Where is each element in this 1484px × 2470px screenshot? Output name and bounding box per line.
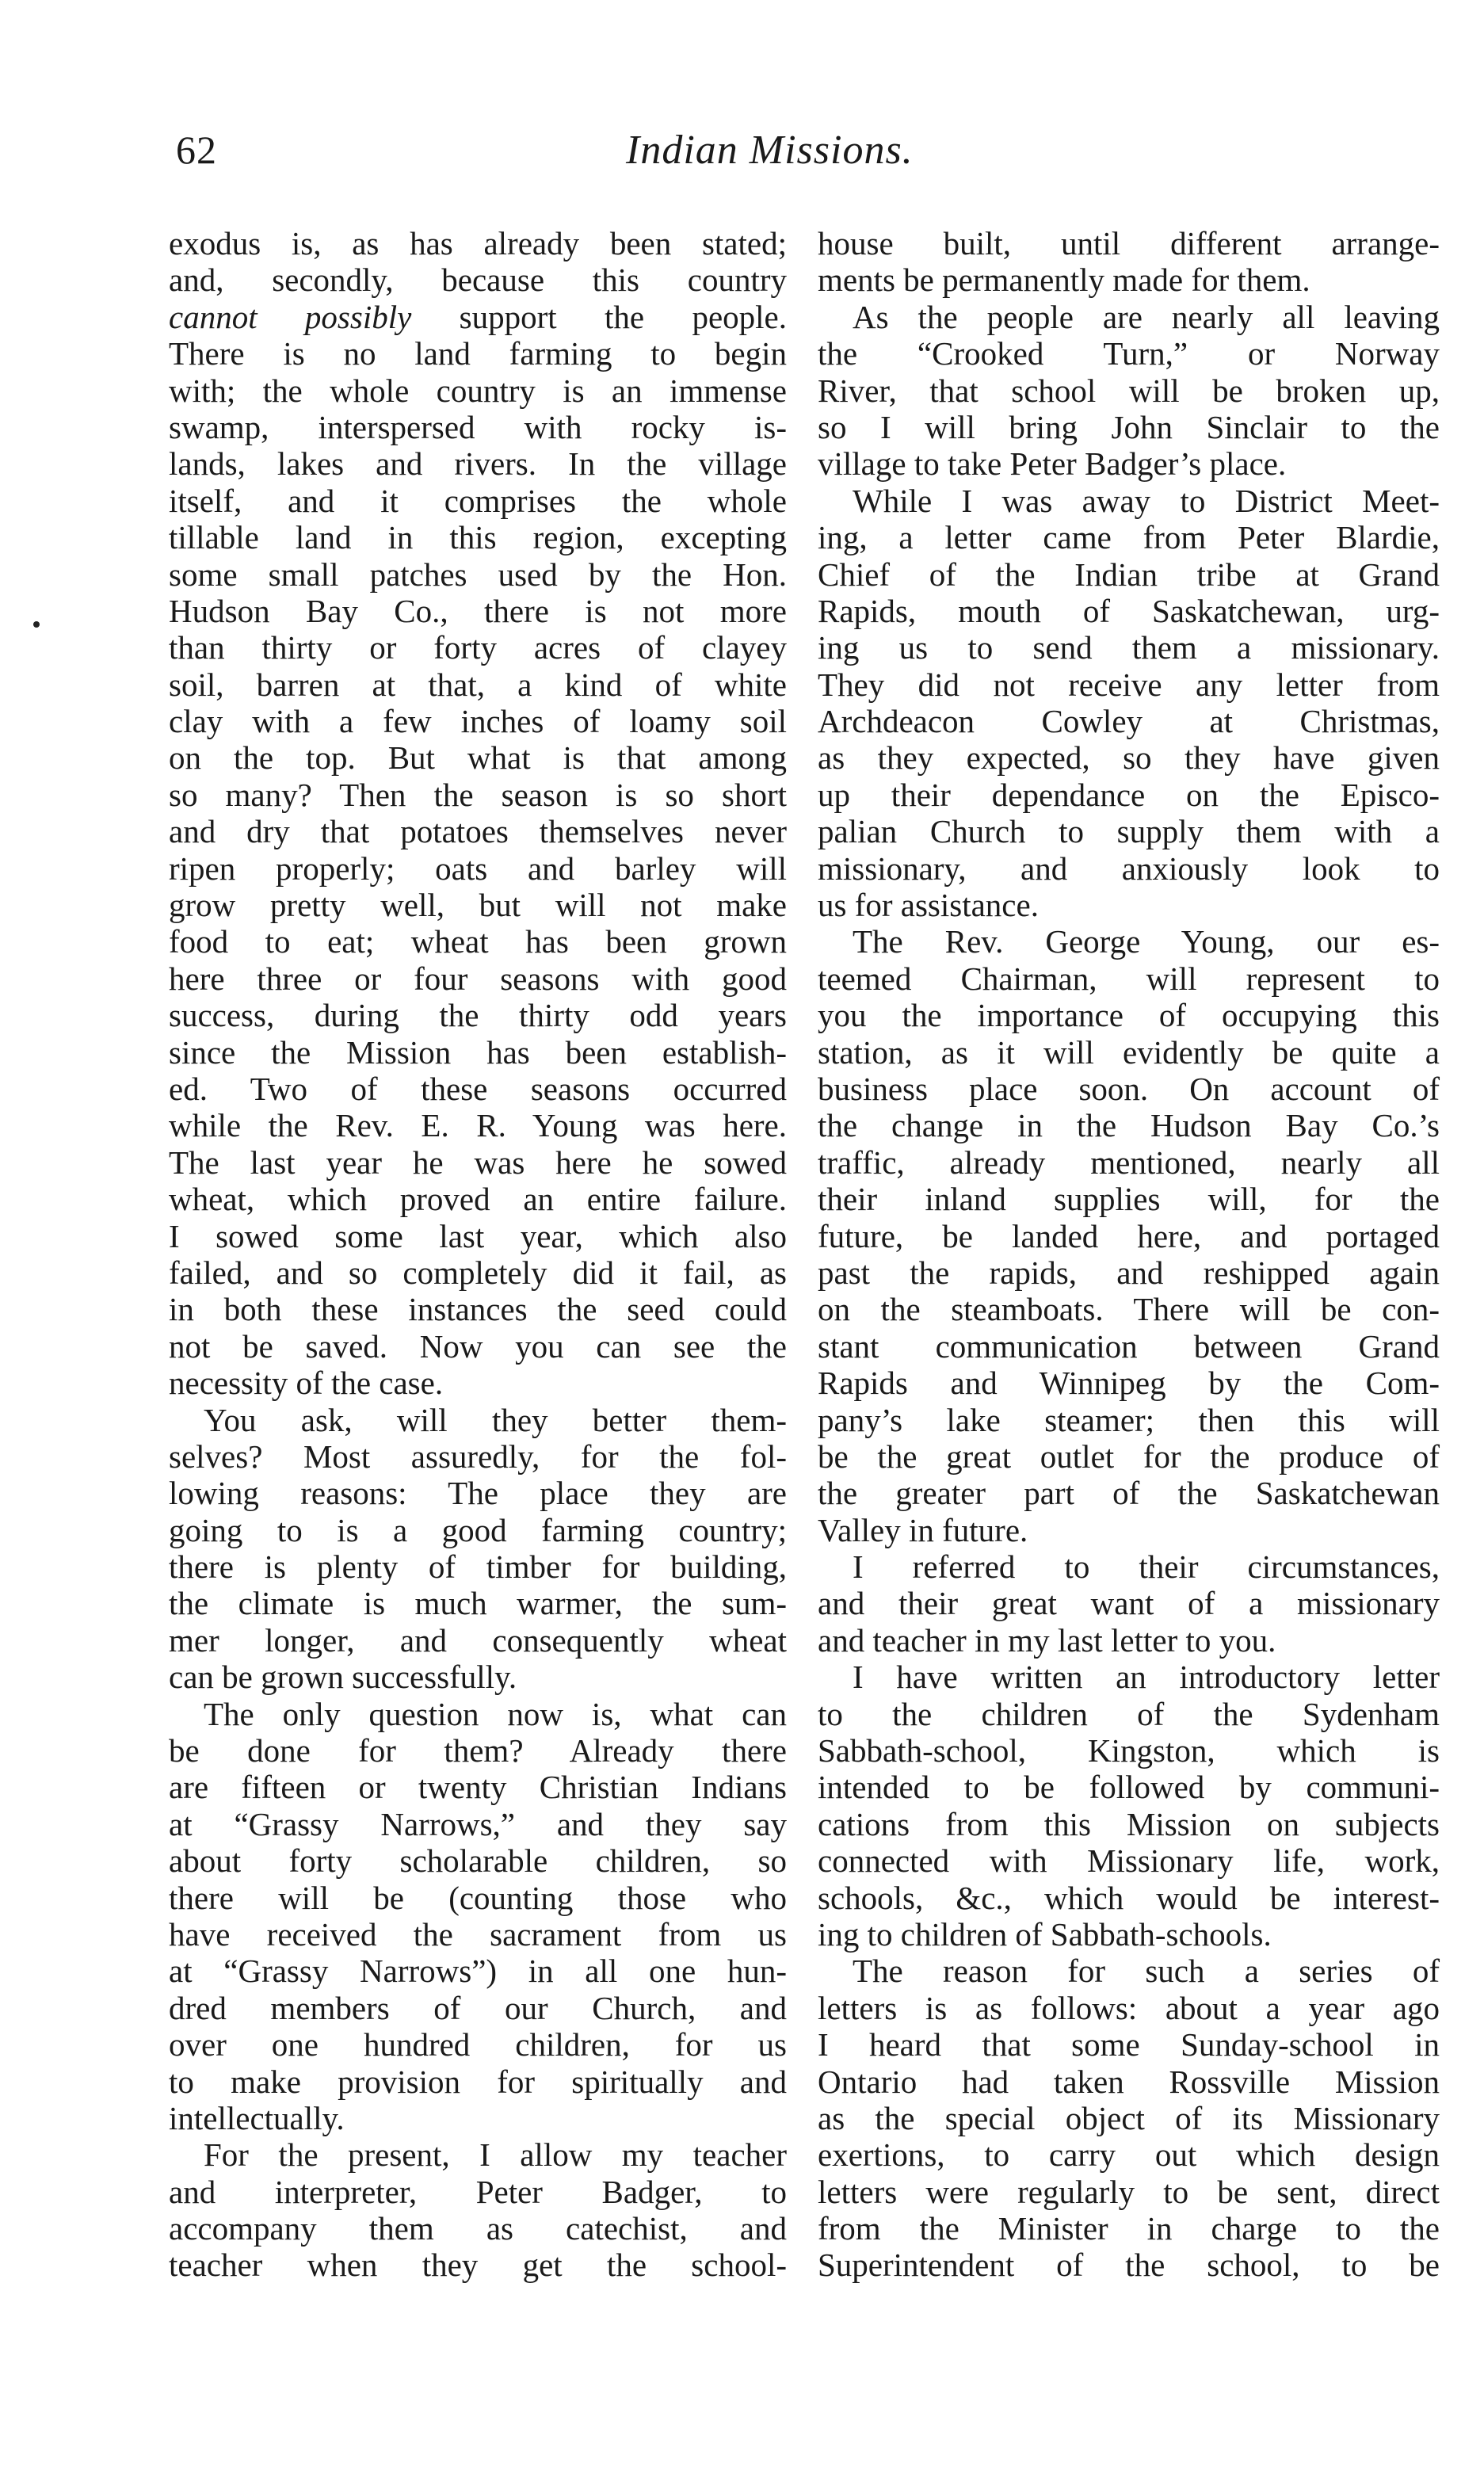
text-line: ripen properly; oats and barley will <box>169 849 787 887</box>
text-line: to make provision for spiritually and <box>169 2063 787 2100</box>
text-line: stant communication between Grand <box>818 1327 1440 1365</box>
text-line: success, during the thirty odd years <box>169 997 787 1034</box>
text-line: be done for them? Already there <box>169 1732 787 1769</box>
text-line: while the Rev. E. R. Young was here. <box>169 1107 787 1144</box>
text-line: Rapids, mouth of Saskatchewan, urg- <box>818 592 1440 629</box>
text-line: teacher when they get the school- <box>169 2247 787 2284</box>
text-line: The Rev. George Young, our es- <box>853 923 1440 960</box>
text-line: future, be landed here, and portaged <box>818 1217 1440 1254</box>
text-line: ments be permanently made for them. <box>818 262 1310 299</box>
text-line: itself, and it comprises the whole <box>169 482 787 519</box>
text-line: going to is a good farming country; <box>169 1511 787 1548</box>
text-line: the change in the Hudson Bay Co.’s <box>818 1107 1440 1144</box>
text-line: mer longer, and consequently wheat <box>169 1621 787 1659</box>
text-line: You ask, will they better them- <box>204 1401 787 1438</box>
text-line: be the great outlet for the produce of <box>818 1437 1440 1475</box>
text-line: as the special object of its Missionary <box>818 2099 1440 2136</box>
text-line: not be saved. Now you can see the <box>169 1327 787 1365</box>
text-line: since the Mission has been establish- <box>169 1033 787 1071</box>
text-line: there will be (counting those who <box>169 1879 787 1916</box>
text-line: intellectually. <box>169 2099 345 2136</box>
text-line: I have written an introductory letter <box>853 1659 1440 1696</box>
text-line: exodus is, as has already been stated; <box>169 225 787 262</box>
text-line: cannot possibly support the people. <box>169 298 787 335</box>
text-line: at “Grassy Narrows,” and they say <box>169 1805 787 1842</box>
text-line: the “Crooked Turn,” or Norway <box>818 335 1440 372</box>
text-line: at “Grassy Narrows”) in all one hun- <box>169 1953 787 1990</box>
text-line: While I was away to District Meet- <box>853 482 1440 519</box>
text-line: letters is as follows: about a year ago <box>818 1989 1440 2026</box>
text-line: grow pretty well, but will not make <box>169 887 787 924</box>
text-line: ing us to send them a missionary. <box>818 629 1440 666</box>
text-line: so I will bring John Sinclair to the <box>818 408 1440 445</box>
text-line: and interpreter, Peter Badger, to <box>169 2173 787 2210</box>
text-line: ing to children of Sabbath-schools. <box>818 1915 1272 1953</box>
text-line: schools, &c., which would be interest- <box>818 1879 1440 1916</box>
text-line: I referred to their circumstances, <box>853 1548 1440 1586</box>
text-line: are fifteen or twenty Christian Indians <box>169 1769 787 1806</box>
text-line: on the steamboats. There will be con- <box>818 1291 1440 1328</box>
text-line: Sabbath-school, Kingston, which is <box>818 1732 1440 1769</box>
text-line: with; the whole country is an immense <box>169 372 787 409</box>
text-line: to the children of the Sydenham <box>818 1695 1440 1732</box>
text-line: can be grown successfully. <box>169 1659 517 1696</box>
text-line: The reason for such a series of <box>853 1953 1440 1990</box>
text-line: here three or four seasons with good <box>169 960 787 997</box>
text-line: have received the sacrament from us <box>169 1915 787 1953</box>
text-line: ing, a letter came from Peter Blardie, <box>818 519 1440 556</box>
text-line: I heard that some Sunday-school in <box>818 2026 1440 2063</box>
text-line: dred members of our Church, and <box>169 1989 787 2026</box>
running-title: Indian Missions. <box>626 128 914 173</box>
text-line: Superintendent of the school, to be <box>818 2247 1440 2284</box>
text-line: about forty scholarable children, so <box>169 1842 787 1880</box>
text-line: the climate is much warmer, the sum- <box>169 1585 787 1622</box>
left-text-column <box>169 225 787 2284</box>
text-line: Rapids and Winnipeg by the Com- <box>818 1365 1440 1402</box>
text-line: so many? Then the season is so short <box>169 776 787 813</box>
text-line: They did not receive any letter from <box>818 666 1440 703</box>
text-line: River, that school will be broken up, <box>818 372 1440 409</box>
text-line: swamp, interspersed with rocky is- <box>169 408 787 445</box>
text-line: and teacher in my last letter to you. <box>818 1621 1276 1659</box>
text-line: business place soon. On account of <box>818 1070 1440 1107</box>
text-line: necessity of the case. <box>169 1365 444 1402</box>
text-line: you the importance of occupying this <box>818 997 1440 1034</box>
text-line: traffic, already mentioned, nearly all <box>818 1143 1440 1181</box>
text-line: teemed Chairman, will represent to <box>818 960 1440 997</box>
text-line: connected with Missionary life, work, <box>818 1842 1440 1880</box>
text-line: their inland supplies will, for the <box>818 1181 1440 1218</box>
page-number: 62 <box>176 128 217 172</box>
text-line: The only question now is, what can <box>204 1695 787 1732</box>
text-line: as they expected, so they have given <box>818 739 1440 777</box>
text-line: past the rapids, and reshipped again <box>818 1254 1440 1291</box>
text-line: cations from this Mission on subjects <box>818 1805 1440 1842</box>
text-line: than thirty or forty acres of clayey <box>169 629 787 666</box>
text-line: letters were regularly to be sent, direct <box>818 2173 1440 2210</box>
text-line: up their dependance on the Episco- <box>818 776 1440 813</box>
text-line: failed, and so completely did it fail, as <box>169 1254 787 1291</box>
text-line: the greater part of the Saskatchewan <box>818 1475 1440 1512</box>
text-line: clay with a few inches of loamy soil <box>169 703 787 740</box>
text-line: us for assistance. <box>818 887 1039 924</box>
text-line: pany’s lake steamer; then this will <box>818 1401 1440 1438</box>
text-line: house built, until different arrange- <box>818 225 1440 262</box>
text-line: food to eat; wheat has been grown <box>169 923 787 960</box>
text-line: soil, barren at that, a kind of white <box>169 666 787 703</box>
text-line: Valley in future. <box>818 1511 1028 1548</box>
text-line: palian Church to supply them with a <box>818 813 1440 850</box>
text-line: in both these instances the seed could <box>169 1291 787 1328</box>
text-line: intended to be followed by communi- <box>818 1769 1440 1806</box>
text-line: The last year he was here he sowed <box>169 1143 787 1181</box>
text-line: missionary, and anxiously look to <box>818 849 1440 887</box>
text-line: wheat, which proved an entire failure. <box>169 1181 787 1218</box>
text-line: from the Minister in charge to the <box>818 2210 1440 2247</box>
text-line: Ontario had taken Rossville Mission <box>818 2063 1440 2100</box>
text-line: on the top. But what is that among <box>169 739 787 777</box>
text-line: accompany them as catechist, and <box>169 2210 787 2247</box>
margin-dot-mark <box>33 621 40 628</box>
text-line: ed. Two of these seasons occurred <box>169 1070 787 1107</box>
text-line: over one hundred children, for us <box>169 2026 787 2063</box>
text-line: station, as it will evidently be quite a <box>818 1033 1440 1071</box>
right-text-column <box>818 225 1440 2284</box>
text-line: village to take Peter Badger’s place. <box>818 445 1287 483</box>
text-line: there is plenty of timber for building, <box>169 1548 787 1586</box>
text-line: I sowed some last year, which also <box>169 1217 787 1254</box>
text-line: As the people are nearly all leaving <box>853 298 1440 335</box>
text-line: and dry that potatoes themselves never <box>169 813 787 850</box>
text-line: For the present, I allow my teacher <box>204 2136 787 2174</box>
text-line: There is no land farming to begin <box>169 335 787 372</box>
text-line: lands, lakes and rivers. In the village <box>169 445 787 483</box>
text-line: exertions, to carry out which design <box>818 2136 1440 2174</box>
text-line: Hudson Bay Co., there is not more <box>169 592 787 629</box>
text-line: Archdeacon Cowley at Christmas, <box>818 703 1440 740</box>
text-line: and their great want of a missionary <box>818 1585 1440 1622</box>
text-line: Chief of the Indian tribe at Grand <box>818 555 1440 593</box>
text-line: lowing reasons: The place they are <box>169 1475 787 1512</box>
text-line: tillable land in this region, excepting <box>169 519 787 556</box>
page-header <box>166 127 1434 190</box>
text-line: and, secondly, because this country <box>169 262 787 299</box>
text-line: selves? Most assuredly, for the fol- <box>169 1437 787 1475</box>
text-line: some small patches used by the Hon. <box>169 555 787 593</box>
